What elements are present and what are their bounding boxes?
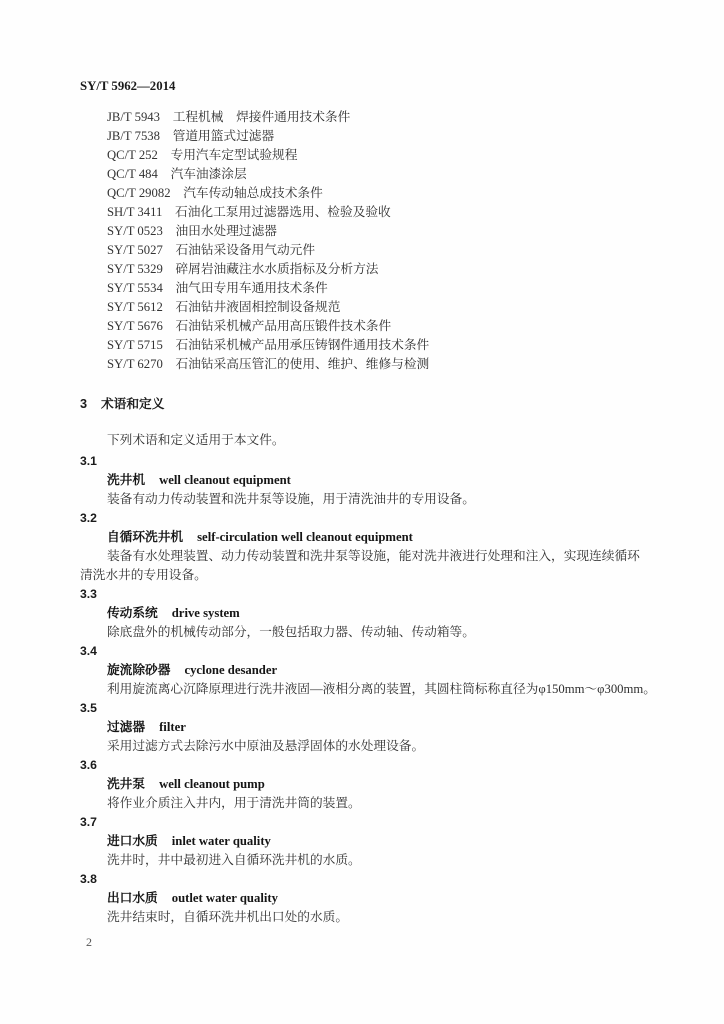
term-english: drive system	[171, 606, 240, 620]
term-3-3	[80, 585, 660, 642]
term-english: outlet water quality	[171, 891, 278, 905]
reference-item	[80, 317, 660, 336]
term-number: 3.1	[80, 454, 97, 468]
term-chinese: 自循环洗井机	[107, 530, 184, 544]
reference-item	[80, 298, 660, 317]
reference-item	[80, 279, 660, 298]
reference-code: SY/T 6270	[107, 357, 163, 371]
reference-title: 石油钻采设备用气动元件	[175, 243, 316, 257]
reference-item	[80, 222, 660, 241]
term-chinese: 洗井泵	[107, 777, 146, 791]
term-chinese: 过滤器	[107, 720, 146, 734]
reference-code: JB/T 7538	[107, 129, 160, 143]
document-code-header: SY/T 5962—2014	[80, 79, 176, 93]
term-heading	[80, 604, 660, 623]
term-number: 3.3	[80, 587, 97, 601]
term-definition: 除底盘外的机械传动部分，一般包括取力器、传动轴、传动箱等。	[107, 625, 475, 639]
reference-code: SH/T 3411	[107, 205, 163, 219]
term-heading	[80, 718, 660, 737]
reference-title: 汽车传动轴总成技术条件	[183, 186, 323, 200]
reference-code: QC/T 29082	[107, 186, 171, 200]
reference-title: 石油钻井液固相控制设备规范	[175, 300, 341, 314]
term-definition: 将作业介质注入井内，用于清洗井筒的装置。	[107, 796, 361, 810]
term-heading	[80, 832, 660, 851]
term-heading	[80, 889, 660, 908]
term-chinese: 旋流除砂器	[107, 663, 171, 677]
reference-code: QC/T 484	[107, 167, 158, 181]
term-heading	[80, 528, 660, 547]
reference-title: 油田水处理过滤器	[175, 224, 277, 238]
reference-item	[80, 355, 660, 374]
reference-title: 石油化工泵用过滤器选用、检验及验收	[175, 205, 391, 219]
reference-title: 汽车油漆涂层	[170, 167, 247, 181]
section-number: 3	[80, 397, 88, 411]
reference-title: 石油钻采机械产品用承压铸钢件通用技术条件	[175, 338, 430, 352]
term-heading	[80, 661, 660, 680]
normative-references-list	[80, 108, 660, 374]
term-definition: 利用旋流离心沉降原理进行洗井液固—液相分离的装置，其圆柱筒标称直径为φ150mm～φ300mm。	[107, 682, 656, 696]
term-definition: 洗井时，井中最初进入自循环洗井机的水质。	[107, 853, 361, 867]
term-definition-continued: 清洗水井的专用设备。	[80, 568, 207, 582]
term-chinese: 传动系统	[107, 606, 158, 620]
section-title: 术语和定义	[101, 397, 165, 411]
term-number: 3.6	[80, 758, 97, 772]
term-english: well cleanout equipment	[159, 473, 291, 487]
term-3-5	[80, 699, 660, 756]
reference-title: 石油钻采高压管汇的使用、维护、维修与检测	[175, 357, 430, 371]
reference-code: SY/T 5329	[107, 262, 163, 276]
reference-item	[80, 108, 660, 127]
term-3-1	[80, 452, 660, 509]
reference-item	[80, 127, 660, 146]
term-heading	[80, 471, 660, 490]
term-number: 3.4	[80, 644, 97, 658]
reference-code: SY/T 0523	[107, 224, 163, 238]
reference-item	[80, 165, 660, 184]
reference-title: 碎屑岩油藏注水水质指标及分析方法	[175, 262, 379, 276]
reference-title: 石油钻采机械产品用高压锻件技术条件	[175, 319, 392, 333]
reference-title: 油气田专用车通用技术条件	[175, 281, 328, 295]
term-english: cyclone desander	[184, 663, 278, 677]
term-number: 3.5	[80, 701, 97, 715]
term-3-4	[80, 642, 660, 699]
term-definition: 采用过滤方式去除污水中原油及悬浮固体的水处理设备。	[107, 739, 425, 753]
term-definition: 装备有动力传动装置和洗井泵等设施，用于清洗油井的专用设备。	[107, 492, 475, 506]
term-heading	[80, 775, 660, 794]
reference-title: 专用汽车定型试验规程	[170, 148, 298, 162]
term-chinese: 洗井机	[107, 473, 146, 487]
reference-item	[80, 184, 660, 203]
reference-code: SY/T 5715	[107, 338, 163, 352]
section-intro: 下列术语和定义适用于本文件。	[107, 433, 285, 447]
term-number: 3.7	[80, 815, 97, 829]
reference-code: SY/T 5027	[107, 243, 163, 257]
term-3-2	[80, 509, 660, 585]
term-chinese: 进口水质	[107, 834, 158, 848]
term-definition: 洗井结束时，自循环洗井机出口处的水质。	[107, 910, 349, 924]
reference-code: SY/T 5534	[107, 281, 163, 295]
reference-item	[80, 203, 660, 222]
reference-code: QC/T 252	[107, 148, 158, 162]
term-number: 3.8	[80, 872, 97, 886]
page-number: 2	[86, 935, 92, 949]
reference-item	[80, 336, 660, 355]
term-english: inlet water quality	[171, 834, 271, 848]
term-english: filter	[159, 720, 186, 734]
reference-title: 工程机械 焊接件通用技术条件	[172, 110, 351, 124]
reference-item	[80, 146, 660, 165]
term-chinese: 出口水质	[107, 891, 158, 905]
term-3-6	[80, 756, 660, 813]
term-3-7	[80, 813, 660, 870]
term-3-8	[80, 870, 660, 927]
reference-code: SY/T 5676	[107, 319, 163, 333]
term-english: well cleanout pump	[159, 777, 265, 791]
reference-item	[80, 260, 660, 279]
reference-title: 管道用篮式过滤器	[172, 129, 275, 143]
reference-code: SY/T 5612	[107, 300, 163, 314]
term-number: 3.2	[80, 511, 97, 525]
reference-item	[80, 241, 660, 260]
term-definition: 装备有水处理装置、动力传动装置和洗井泵等设施，能对洗井液进行处理和注入，实现连续循环	[107, 549, 640, 563]
section-heading	[80, 395, 660, 414]
term-english: self-circulation well cleanout equipment	[197, 530, 413, 544]
terms-list	[80, 452, 660, 927]
reference-code: JB/T 5943	[107, 110, 160, 124]
